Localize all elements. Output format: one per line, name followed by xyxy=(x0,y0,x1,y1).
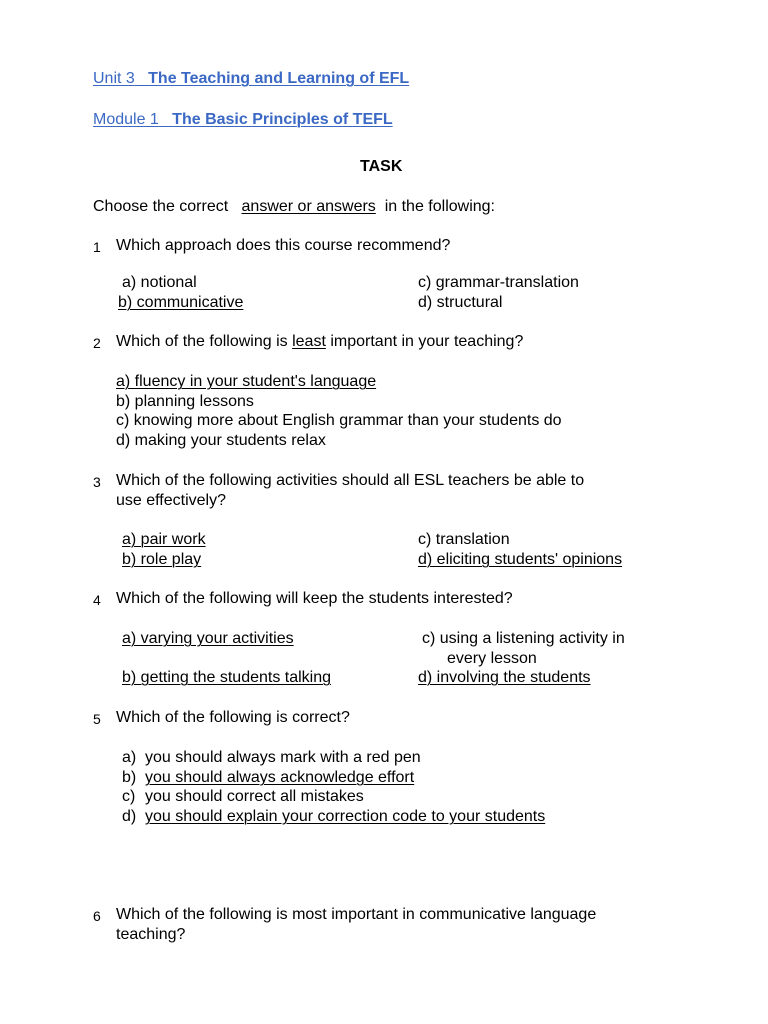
unit-heading[interactable] xyxy=(93,69,409,89)
question-6-number: 6 xyxy=(93,908,101,924)
question-5-text: Which of the following is correct? xyxy=(116,709,350,726)
question-6-line2: teaching? xyxy=(116,926,186,943)
instruction-underlined: answer or answers xyxy=(241,198,376,215)
question-1-number: 1 xyxy=(93,239,101,255)
question-4-number: 4 xyxy=(93,592,101,608)
question-2-text xyxy=(116,332,523,352)
question-6-line1: Which of the following is most important in communicative language xyxy=(116,906,597,923)
q4-option-c-line1[interactable]: c) using a listening activity in xyxy=(422,630,625,647)
q5-option-c[interactable]: you should correct all mistakes xyxy=(145,788,364,805)
task-heading: TASK xyxy=(360,158,403,175)
q4-option-c-line2[interactable]: every lesson xyxy=(447,650,537,667)
module-label: Module 1 xyxy=(93,111,159,128)
question-3-number: 3 xyxy=(93,474,101,490)
q2-text-emphasis: least xyxy=(292,333,326,350)
q2-text-before: Which of the following is xyxy=(116,333,288,350)
q4-option-a[interactable]: a) varying your activities xyxy=(122,630,294,647)
q4-option-d[interactable]: d) involving the students xyxy=(418,669,591,686)
instruction-before: Choose the correct xyxy=(93,198,229,215)
question-3-line1: Which of the following activities should all ESL teachers be able to xyxy=(116,472,585,489)
q5-option-d-letter: d) xyxy=(122,808,137,825)
module-title: The Basic Principles of TEFL xyxy=(172,111,393,128)
q3-option-a[interactable]: a) pair work xyxy=(122,531,206,548)
q5-option-d[interactable]: you should explain your correction code to your students xyxy=(145,808,546,825)
q4-option-b[interactable]: b) getting the students talking xyxy=(122,669,332,686)
q2-option-b[interactable]: b) planning lessons xyxy=(116,393,254,410)
q5-option-c-letter: c) xyxy=(122,788,136,805)
q1-option-b[interactable]: b) communicative xyxy=(118,294,244,311)
q2-option-d[interactable]: d) making your students relax xyxy=(116,432,326,449)
q1-option-a[interactable]: a) notional xyxy=(122,274,197,291)
question-2-number: 2 xyxy=(93,335,101,351)
instruction xyxy=(93,197,495,217)
question-4-text: Which of the following will keep the students interested? xyxy=(116,590,513,607)
q5-option-b[interactable]: you should always acknowledge effort xyxy=(145,769,415,786)
q2-option-c[interactable]: c) knowing more about English grammar than your students do xyxy=(116,412,562,429)
q2-option-a[interactable]: a) fluency in your student's language xyxy=(116,373,377,390)
q5-option-b-letter: b) xyxy=(122,769,137,786)
module-heading[interactable] xyxy=(93,110,393,130)
unit-title: The Teaching and Learning of EFL xyxy=(148,70,410,87)
q1-option-d[interactable]: d) structural xyxy=(418,294,503,311)
unit-label: Unit 3 xyxy=(93,70,135,87)
q5-option-a-letter: a) xyxy=(122,749,137,766)
question-1-text: Which approach does this course recommend? xyxy=(116,237,451,254)
question-5-number: 5 xyxy=(93,711,101,727)
q3-option-d[interactable]: d) eliciting students' opinions xyxy=(418,551,623,568)
q5-option-a[interactable]: you should always mark with a red pen xyxy=(145,749,421,766)
question-3-line2: use effectively? xyxy=(116,492,226,509)
q3-option-c[interactable]: c) translation xyxy=(418,531,510,548)
q3-option-b[interactable]: b) role play xyxy=(122,551,202,568)
q1-option-c[interactable]: c) grammar-translation xyxy=(418,274,579,291)
q2-text-after: important in your teaching? xyxy=(330,333,524,350)
instruction-after: in the following: xyxy=(384,198,495,215)
